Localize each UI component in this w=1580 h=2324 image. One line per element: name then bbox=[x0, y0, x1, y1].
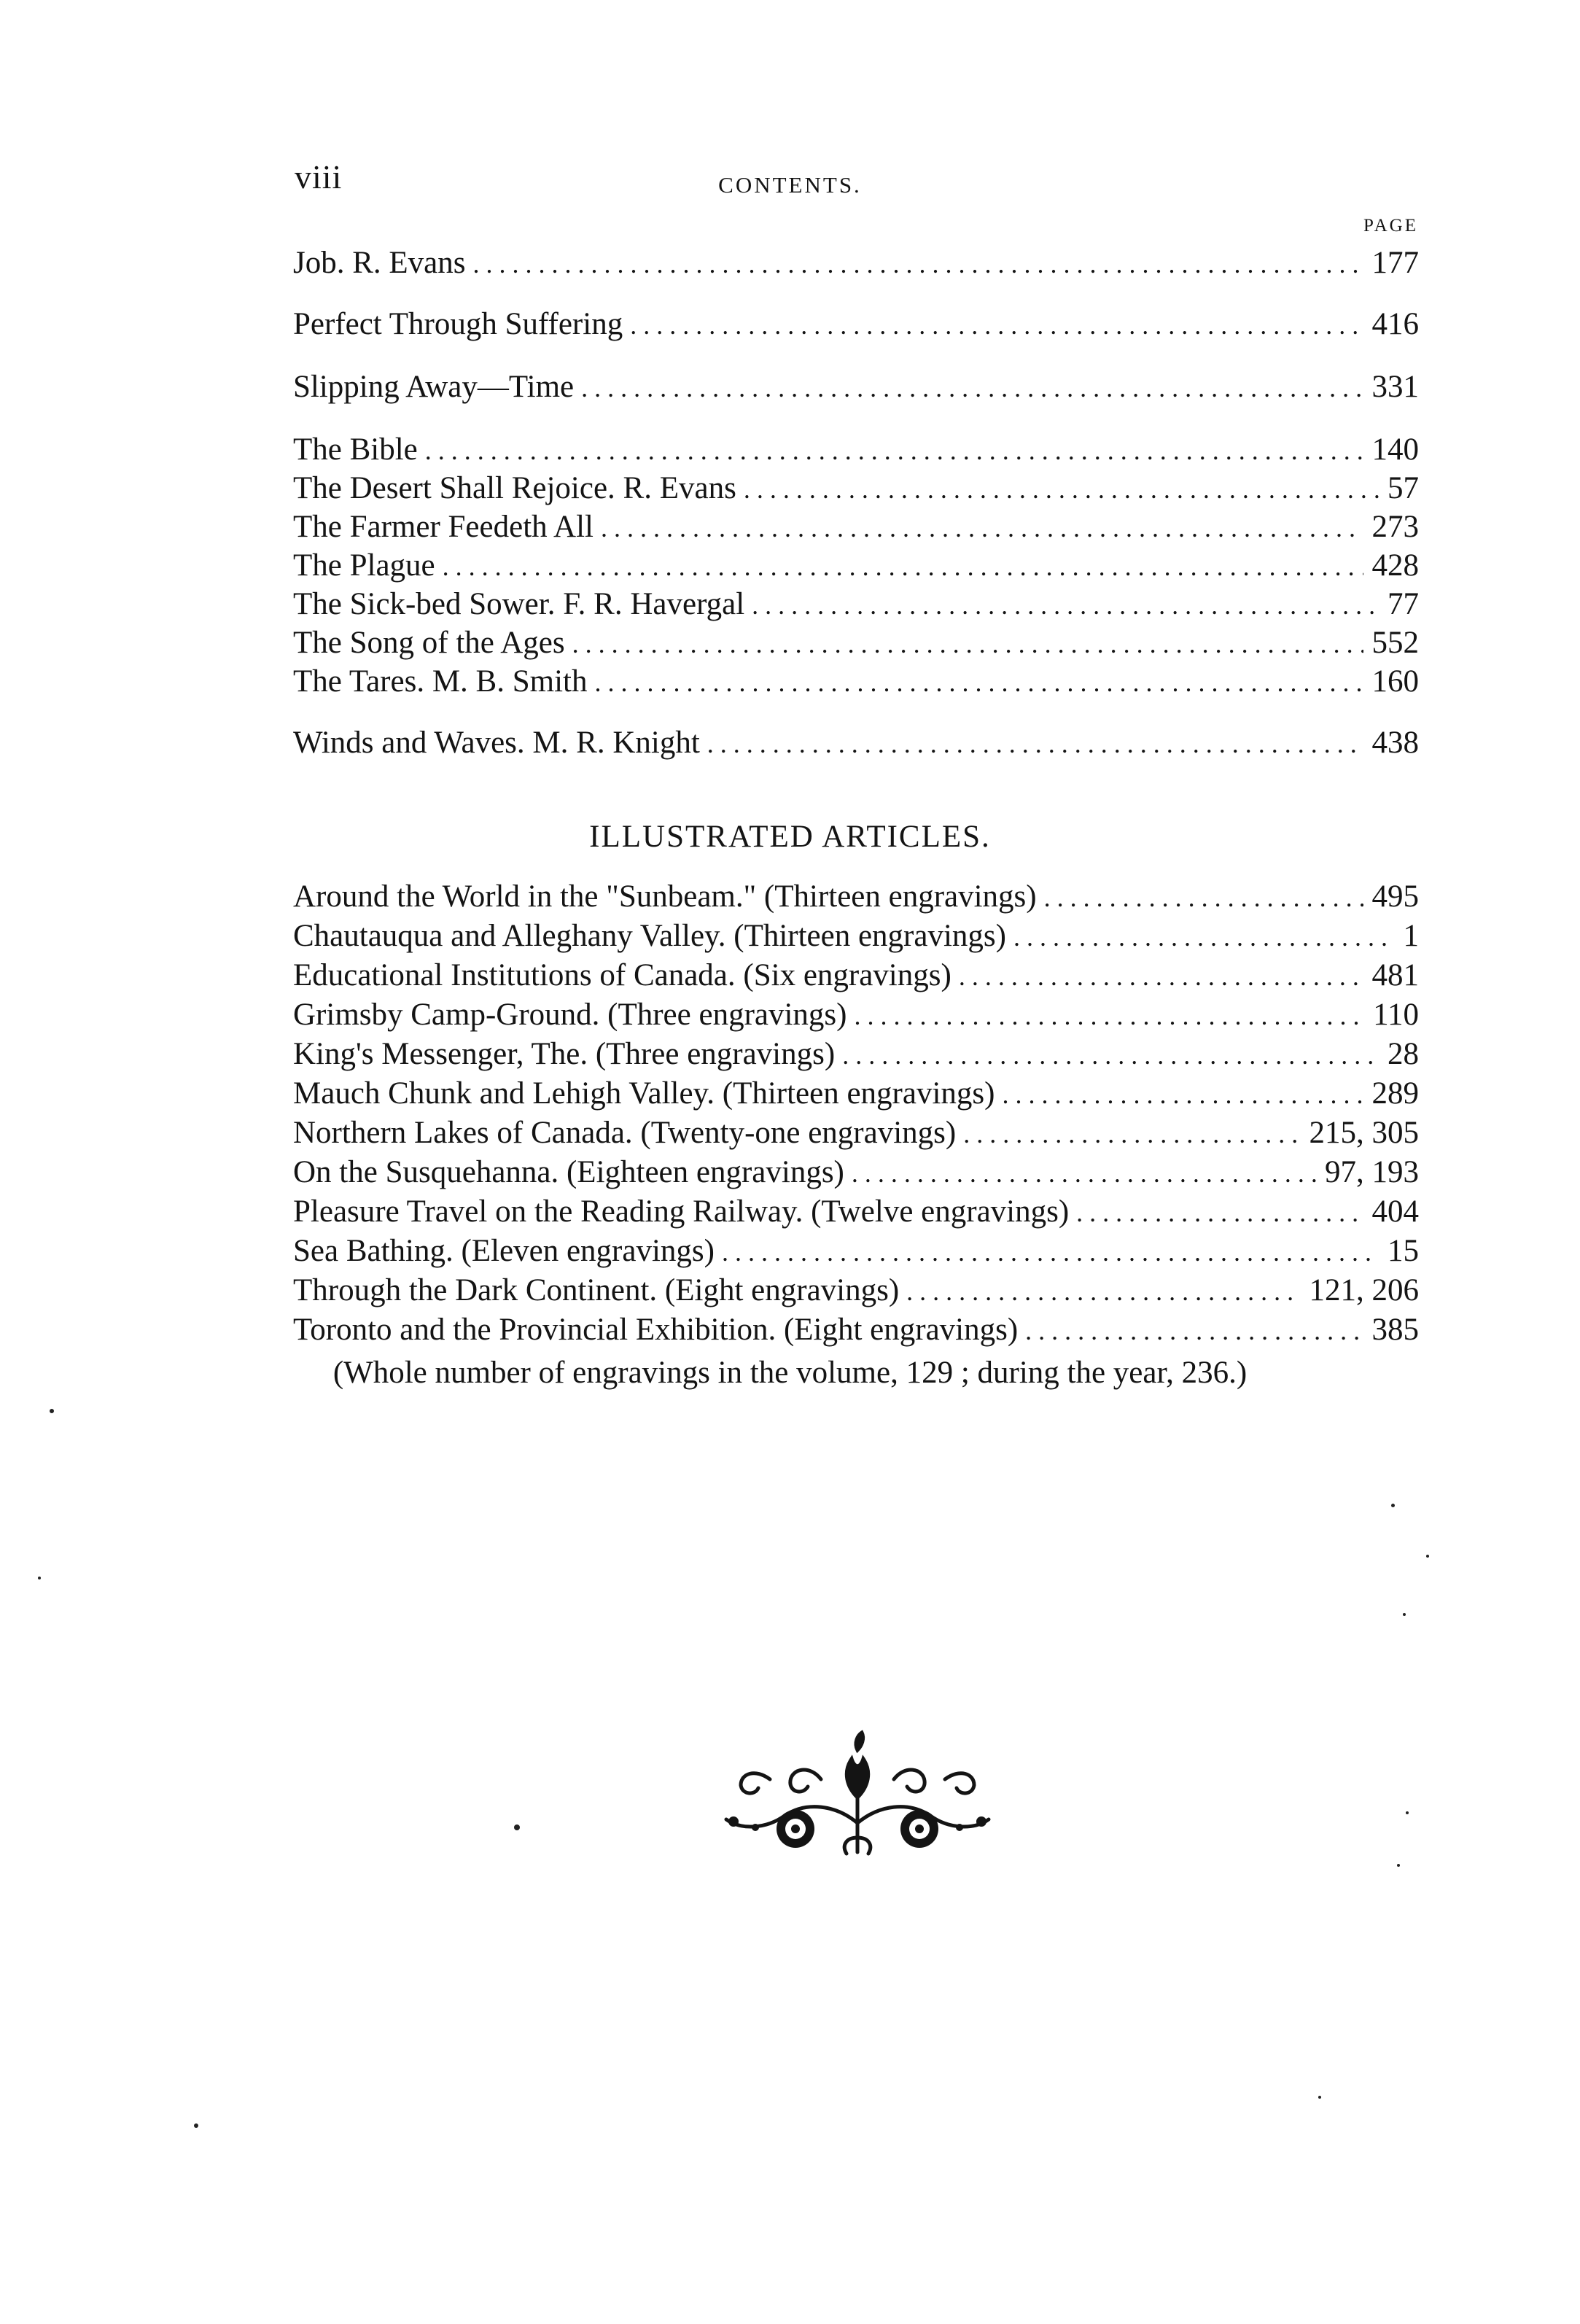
print-speck bbox=[1318, 2096, 1321, 2099]
dot-leader bbox=[963, 1119, 1300, 1149]
toc-entry bbox=[293, 306, 1419, 346]
toc-entry bbox=[293, 1154, 1419, 1194]
engraving-count-note: (Whole number of engravings in the volume, 129 ; during the year, 236.) bbox=[332, 1356, 1248, 1390]
dot-leader bbox=[594, 667, 1363, 698]
print-speck bbox=[194, 2123, 198, 2128]
entry-page: 177 bbox=[1371, 246, 1419, 280]
dot-leader bbox=[1025, 1315, 1363, 1346]
toc-entry bbox=[293, 548, 1419, 587]
entry-page: 140 bbox=[1371, 432, 1419, 467]
toc-entry bbox=[293, 1233, 1419, 1272]
toc-entry bbox=[293, 1272, 1419, 1312]
dot-leader bbox=[722, 1237, 1379, 1267]
toc-entry bbox=[293, 625, 1419, 664]
entry-page: 481 bbox=[1371, 958, 1419, 992]
toc-entry bbox=[293, 509, 1419, 548]
entry-page: 160 bbox=[1371, 664, 1419, 699]
print-speck bbox=[514, 1824, 520, 1830]
dot-leader bbox=[842, 1040, 1379, 1070]
entry-title: The Song of the Ages bbox=[293, 626, 565, 660]
toc-entry bbox=[293, 997, 1419, 1036]
entry-title: Pleasure Travel on the Reading Railway. (Twelve engravings) bbox=[293, 1194, 1070, 1229]
dot-leader bbox=[443, 551, 1363, 582]
dot-leader bbox=[572, 629, 1363, 659]
toc-entry bbox=[293, 1194, 1419, 1233]
section-heading: ILLUSTRATED ARTICLES. bbox=[589, 820, 991, 854]
entry-page: 215, 305 bbox=[1309, 1116, 1419, 1150]
dot-leader bbox=[852, 1158, 1316, 1189]
print-speck bbox=[1426, 1555, 1429, 1558]
entry-title: Sea Bathing. (Eleven engravings) bbox=[293, 1234, 715, 1268]
entry-title: Chautauqua and Alleghany Valley. (Thirteen engravings) bbox=[293, 919, 1006, 953]
entry-title: The Bible bbox=[293, 432, 418, 467]
entry-page: 416 bbox=[1371, 307, 1419, 341]
floral-ornament-icon bbox=[712, 1728, 1003, 1859]
entry-title: Around the World in the "Sunbeam." (Thirteen engravings) bbox=[293, 879, 1037, 914]
entry-title: Mauch Chunk and Lehigh Valley. (Thirteen engravings) bbox=[293, 1076, 995, 1111]
entry-title: The Desert Shall Rejoice. R. Evans bbox=[293, 471, 736, 505]
entry-title: Slipping Away—Time bbox=[293, 370, 575, 404]
entry-page: 273 bbox=[1371, 510, 1419, 544]
entry-page: 57 bbox=[1388, 471, 1419, 505]
entry-page: 110 bbox=[1373, 998, 1419, 1032]
entry-page: 438 bbox=[1371, 726, 1419, 760]
dot-leader bbox=[854, 1000, 1364, 1031]
dot-leader bbox=[707, 728, 1363, 759]
entry-title: The Plague bbox=[293, 548, 435, 583]
entry-title: The Tares. M. B. Smith bbox=[293, 664, 588, 699]
entry-page: 289 bbox=[1371, 1076, 1419, 1111]
entry-title: Educational Institutions of Canada. (Six engravings) bbox=[293, 958, 951, 992]
dot-leader bbox=[601, 513, 1363, 543]
dot-leader bbox=[959, 961, 1363, 992]
entry-title: On the Susquehanna. (Eighteen engravings) bbox=[293, 1155, 844, 1189]
page-number: viii bbox=[295, 158, 343, 195]
dot-leader bbox=[473, 249, 1363, 279]
entry-page: 28 bbox=[1388, 1037, 1419, 1071]
entry-page: 495 bbox=[1371, 879, 1419, 914]
dot-leader bbox=[1002, 1079, 1363, 1110]
entry-page: 552 bbox=[1371, 626, 1419, 660]
toc-entry bbox=[293, 957, 1419, 997]
toc-entry bbox=[293, 1115, 1419, 1154]
toc-entry bbox=[293, 1076, 1419, 1115]
toc-entry bbox=[293, 725, 1419, 764]
toc-entry bbox=[293, 470, 1419, 510]
toc-entry bbox=[293, 369, 1419, 408]
toc-entry bbox=[293, 1036, 1419, 1076]
entry-page: 15 bbox=[1388, 1234, 1419, 1268]
print-speck bbox=[1397, 1864, 1400, 1867]
toc-entry bbox=[293, 664, 1419, 703]
dot-leader bbox=[1076, 1197, 1363, 1228]
entry-title: Northern Lakes of Canada. (Twenty-one engravings) bbox=[293, 1116, 957, 1150]
dot-leader bbox=[752, 590, 1379, 621]
entry-title: The Sick-bed Sower. F. R. Havergal bbox=[293, 587, 745, 621]
dot-leader bbox=[1044, 882, 1363, 913]
entry-page: 121, 206 bbox=[1309, 1273, 1419, 1307]
entry-title: King's Messenger, The. (Three engravings) bbox=[293, 1037, 836, 1071]
print-speck bbox=[1403, 1613, 1406, 1616]
entry-page: 385 bbox=[1371, 1313, 1419, 1347]
dot-leader bbox=[630, 310, 1363, 341]
toc-entry bbox=[293, 918, 1419, 957]
dot-leader bbox=[1013, 922, 1395, 952]
entry-page: 404 bbox=[1371, 1194, 1419, 1229]
entry-title: Toronto and the Provincial Exhibition. (Eight engravings) bbox=[293, 1313, 1019, 1347]
entry-title: Through the Dark Continent. (Eight engravings) bbox=[293, 1273, 900, 1307]
entry-title: The Farmer Feedeth All bbox=[293, 510, 594, 544]
print-speck bbox=[50, 1409, 54, 1413]
dot-leader bbox=[581, 373, 1363, 403]
entry-page: 331 bbox=[1371, 370, 1419, 404]
entry-title: Grimsby Camp-Ground. (Three engravings) bbox=[293, 998, 847, 1032]
entry-title: Job. R. Evans bbox=[293, 246, 466, 280]
page-column-label: PAGE bbox=[1363, 216, 1418, 236]
entry-page: 77 bbox=[1388, 587, 1419, 621]
print-speck bbox=[1391, 1504, 1395, 1507]
print-speck bbox=[1406, 1811, 1409, 1814]
dot-leader bbox=[425, 435, 1363, 466]
dot-leader bbox=[906, 1276, 1300, 1307]
toc-entry bbox=[293, 245, 1419, 284]
toc-entry bbox=[293, 432, 1419, 471]
entry-title: Perfect Through Suffering bbox=[293, 307, 623, 341]
dot-leader bbox=[744, 474, 1379, 505]
entry-page: 97, 193 bbox=[1325, 1155, 1419, 1189]
toc-entry bbox=[293, 586, 1419, 626]
entry-page: 1 bbox=[1403, 919, 1419, 953]
toc-entry bbox=[293, 879, 1419, 918]
toc-entry bbox=[293, 1312, 1419, 1351]
entry-title: Winds and Waves. M. R. Knight bbox=[293, 726, 700, 760]
entry-page: 428 bbox=[1371, 548, 1419, 583]
running-head: CONTENTS. bbox=[718, 172, 862, 198]
print-speck bbox=[38, 1577, 41, 1579]
